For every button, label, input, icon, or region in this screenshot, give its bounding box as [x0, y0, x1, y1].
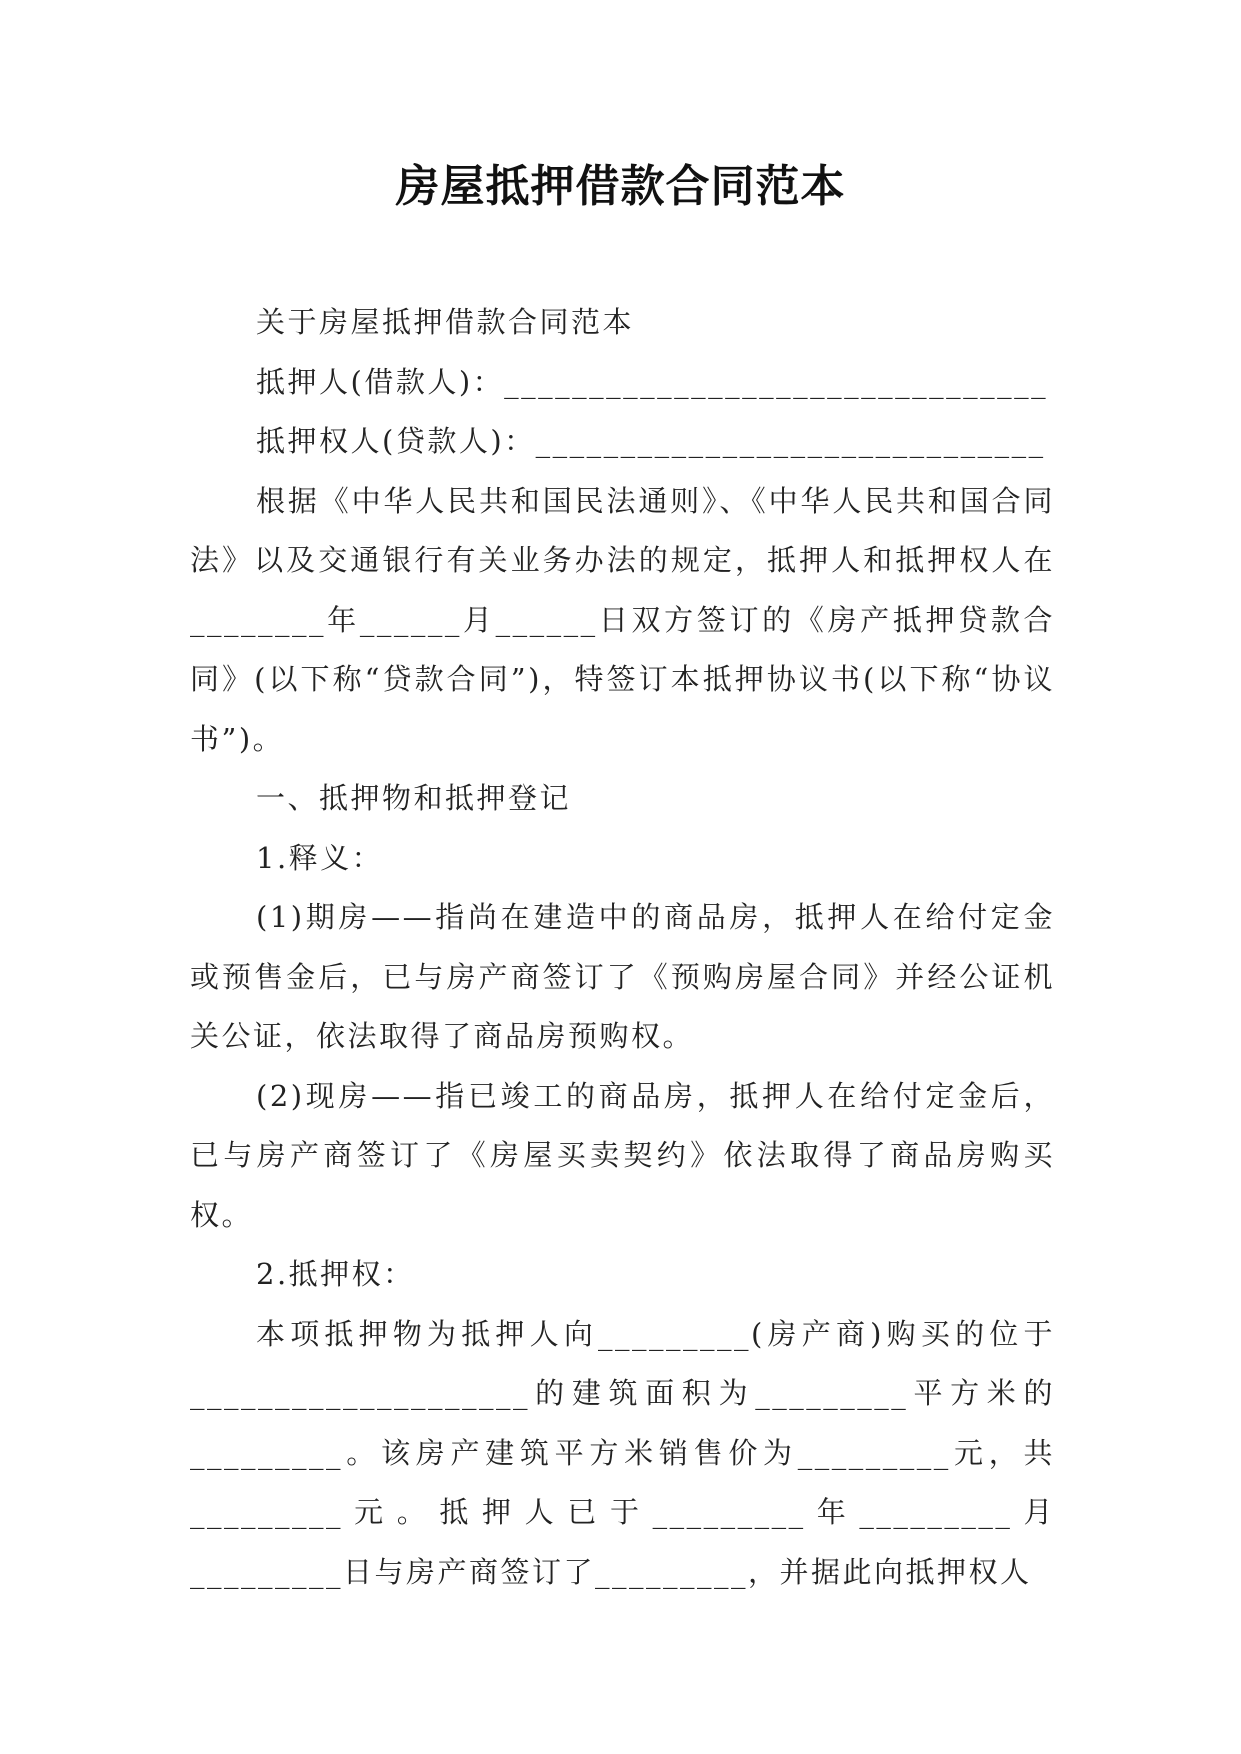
clause-mortgage-right: 2.抵押权：: [256, 1257, 415, 1291]
document-title: 房屋抵押借款合同范本: [395, 161, 846, 212]
section-heading-1: 一、抵押物和抵押登记: [256, 781, 572, 815]
paragraph-mortgagee: 抵押权人(贷款人)：______________________________: [256, 424, 1046, 458]
document-body: [190, 293, 1055, 1602]
definition-futures-house: (1)期房——指尚在建造中的商品房，抵押人在给付定金或预售金后，已与房产商签订了《预购房屋合同》并经公证机关公证，依法取得了商品房预购权。: [190, 900, 1055, 1053]
paragraph-legal-basis: 根据《中华人民共和国民法通则》、《中华人民共和国合同法》以及交通银行有关业务办法的规定，抵押人和抵押权人在________年______月______日双方签订的《房产抵押贷款合同》(以下称“贷款合同”)，特签订本抵押协议书(以下称“协议书”)。: [190, 483, 1055, 756]
paragraph-mortgagor: 抵押人(借款人)：________________________________: [256, 364, 1049, 399]
paragraph-collateral: 本项抵押物为抵押人向_________(房产商)购买的位于____________________的建筑面积为_________平方米的_________。该房产建筑平方米销售价为_________元，共_________元。抵押人已于_________年_________月_________日与房产商签订了_________，并据此向抵押权人: [190, 1316, 1055, 1589]
paragraph-intro: 关于房屋抵押借款合同范本: [256, 305, 635, 339]
definition-existing-house: (2)现房——指已竣工的商品房，抵押人在给付定金后，已与房产商签订了《房屋买卖契约》依法取得了商品房购买权。: [190, 1078, 1055, 1232]
clause-definitions: 1.释义：: [256, 840, 384, 875]
